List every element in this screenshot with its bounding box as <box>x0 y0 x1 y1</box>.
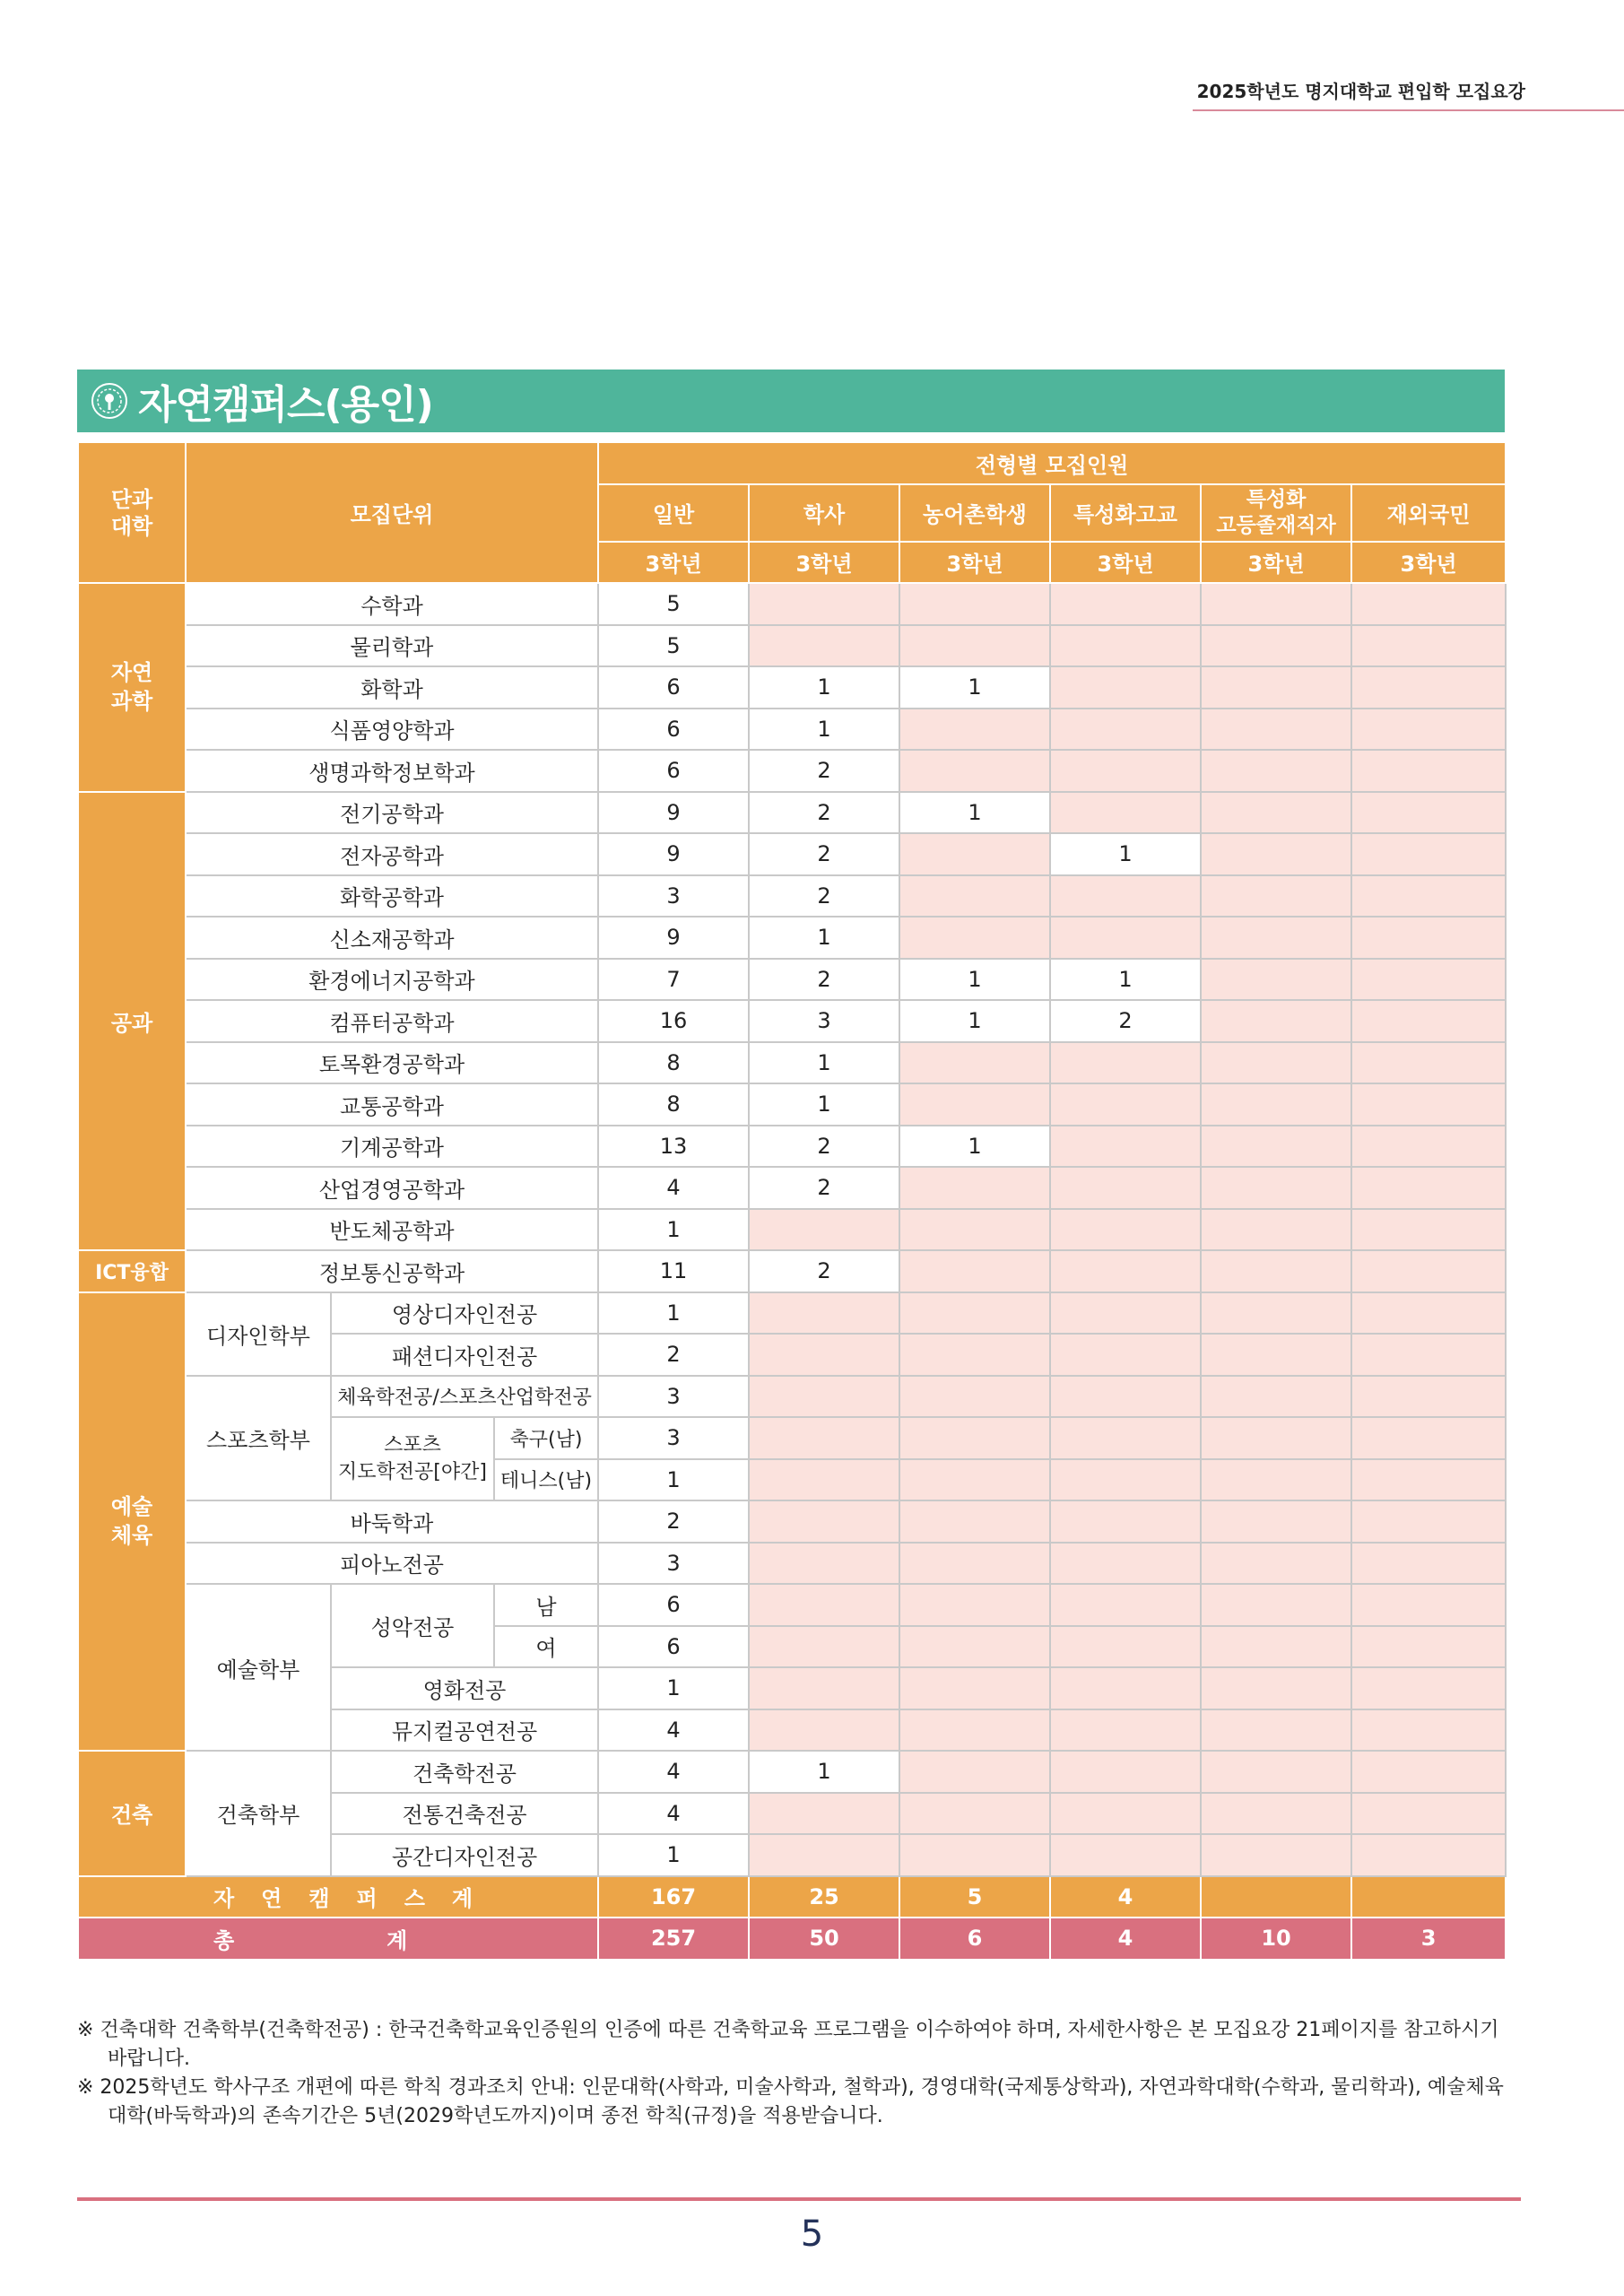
grade-header: 3학년 <box>598 542 749 584</box>
count-cell: 4 <box>598 1751 749 1793</box>
type-header: 특성화고교 <box>1050 484 1201 542</box>
empty-cell <box>1351 1793 1506 1835</box>
college-cell: 예술 체육 <box>78 1292 186 1752</box>
empty-cell <box>1351 917 1506 959</box>
table-row <box>78 959 1506 1001</box>
count-cell: 1 <box>598 1209 749 1251</box>
empty-cell <box>1351 959 1506 1001</box>
total-cell: 10 <box>1201 1918 1351 1960</box>
count-cell: 6 <box>598 750 749 792</box>
empty-cell <box>1201 1459 1351 1501</box>
empty-cell <box>1050 1751 1201 1793</box>
empty-cell <box>749 583 899 625</box>
empty-cell <box>1050 875 1201 918</box>
count-cell: 2 <box>749 792 899 834</box>
table-row <box>78 1209 1506 1251</box>
empty-cell <box>1351 1543 1506 1585</box>
empty-cell <box>749 1209 899 1251</box>
empty-cell <box>749 1584 899 1626</box>
empty-cell <box>1351 1209 1506 1251</box>
empty-cell <box>1050 583 1201 625</box>
grade-header: 3학년 <box>1201 542 1351 584</box>
count-cell: 2 <box>749 750 899 792</box>
table-row <box>78 709 1506 751</box>
empty-cell <box>1201 1042 1351 1084</box>
empty-cell <box>1351 1751 1506 1793</box>
table-row <box>78 1167 1506 1209</box>
table-row <box>78 1376 1506 1418</box>
division-cell: 스포츠학부 <box>186 1376 331 1501</box>
empty-cell <box>1050 1793 1201 1835</box>
count-cell: 6 <box>598 709 749 751</box>
type-header: 농어촌학생 <box>899 484 1050 542</box>
total-cell: 6 <box>899 1918 1050 1960</box>
count-cell: 1 <box>598 1667 749 1709</box>
unit-cell: 피아노전공 <box>186 1543 598 1585</box>
empty-cell <box>1201 959 1351 1001</box>
empty-cell <box>1351 1042 1506 1084</box>
count-cell: 6 <box>598 1626 749 1668</box>
count-cell: 6 <box>598 1584 749 1626</box>
count-cell: 4 <box>598 1167 749 1209</box>
empty-cell <box>1351 1126 1506 1168</box>
unit-cell: 화학공학과 <box>186 875 598 918</box>
empty-cell <box>1050 1250 1201 1292</box>
empty-cell <box>1050 1042 1201 1084</box>
count-cell: 2 <box>749 1250 899 1292</box>
footnote: ※ 2025학년도 학사구조 개편에 따른 학칙 경과조치 안내: 인문대학(사학과, 미술사학과, 철학과), 경영대학(국제통상학과), 자연과학대학(수학과, 물리학과), 예술체육대학(바둑학과)의 존속기간은 5년(2029학년도까지)이며 종전 학칙(규정)을 적용받습니다. <box>77 2076 1504 2127</box>
empty-cell <box>1050 1459 1201 1501</box>
empty-cell <box>899 833 1050 875</box>
grand-total-label: 총계 <box>78 1918 598 1960</box>
count-cell: 1 <box>749 1751 899 1793</box>
count-cell: 2 <box>598 1334 749 1376</box>
college-header: 단과 대학 <box>78 442 186 583</box>
empty-cell <box>1351 792 1506 834</box>
count-cell: 1 <box>1050 833 1201 875</box>
empty-cell <box>1050 1709 1201 1752</box>
empty-cell <box>1351 1376 1506 1418</box>
unit-cell: 남 <box>494 1584 598 1626</box>
empty-cell <box>1201 1126 1351 1168</box>
unit-cell: 기계공학과 <box>186 1126 598 1168</box>
division-cell: 건축학부 <box>186 1751 331 1876</box>
empty-cell <box>1050 1209 1201 1251</box>
table-row <box>78 1083 1506 1126</box>
major-cell: 성악전공 <box>331 1584 494 1667</box>
empty-cell <box>1201 1543 1351 1585</box>
table-row <box>78 625 1506 667</box>
empty-cell <box>1351 1834 1506 1876</box>
empty-cell <box>1050 1167 1201 1209</box>
unit-cell: 반도체공학과 <box>186 1209 598 1251</box>
unit-cell: 건축학전공 <box>331 1751 598 1793</box>
count-cell: 1 <box>899 792 1050 834</box>
empty-cell <box>1050 1376 1201 1418</box>
college-cell: 자연 과학 <box>78 583 186 792</box>
count-cell: 16 <box>598 1000 749 1042</box>
empty-cell <box>1201 1209 1351 1251</box>
empty-cell <box>1201 1667 1351 1709</box>
header-divider <box>1193 109 1624 111</box>
page-number: 5 <box>800 2213 824 2255</box>
division-cell: 디자인학부 <box>186 1292 331 1376</box>
recruitment-table <box>77 441 1507 1961</box>
count-cell: 3 <box>598 1376 749 1418</box>
empty-cell <box>899 1459 1050 1501</box>
empty-cell <box>1201 1376 1351 1418</box>
count-cell: 3 <box>598 1417 749 1459</box>
empty-cell <box>1201 1793 1351 1835</box>
type-header: 일반 <box>598 484 749 542</box>
count-cell: 1 <box>899 959 1050 1001</box>
section-banner <box>77 370 1505 432</box>
empty-cell <box>749 1376 899 1418</box>
count-cell: 6 <box>598 666 749 709</box>
empty-cell <box>749 1500 899 1543</box>
table-row <box>78 583 1506 625</box>
unit-cell: 바둑학과 <box>186 1500 598 1543</box>
count-cell: 3 <box>598 875 749 918</box>
empty-cell <box>1351 1083 1506 1126</box>
count-cell: 2 <box>1050 1000 1201 1042</box>
count-cell: 9 <box>598 833 749 875</box>
document-header-title: 2025학년도 명지대학교 편입학 모집요강 <box>1196 81 1525 102</box>
university-emblem-icon <box>90 381 129 421</box>
college-cell: ICT융합 <box>78 1250 186 1292</box>
empty-cell <box>1201 1500 1351 1543</box>
empty-cell <box>749 1417 899 1459</box>
unit-cell: 컴퓨터공학과 <box>186 1000 598 1042</box>
total-cell: 50 <box>749 1918 899 1960</box>
empty-cell <box>899 1626 1050 1668</box>
empty-cell <box>1201 792 1351 834</box>
empty-cell <box>1351 1334 1506 1376</box>
total-cell <box>1351 1876 1506 1918</box>
table-row <box>78 750 1506 792</box>
empty-cell <box>899 1793 1050 1835</box>
empty-cell <box>1050 1626 1201 1668</box>
total-cell: 167 <box>598 1876 749 1918</box>
empty-cell <box>899 1376 1050 1418</box>
unit-header: 모집단위 <box>186 442 598 583</box>
empty-cell <box>899 1751 1050 1793</box>
unit-cell: 패션디자인전공 <box>331 1334 598 1376</box>
empty-cell <box>1351 709 1506 751</box>
grand-total-row <box>78 1918 1506 1960</box>
unit-cell: 토목환경공학과 <box>186 1042 598 1084</box>
empty-cell <box>1201 1584 1351 1626</box>
count-cell: 1 <box>899 1126 1050 1168</box>
empty-cell <box>1050 709 1201 751</box>
empty-cell <box>1201 875 1351 918</box>
unit-cell: 환경에너지공학과 <box>186 959 598 1001</box>
unit-cell: 산업경영공학과 <box>186 1167 598 1209</box>
type-header: 학사 <box>749 484 899 542</box>
empty-cell <box>1201 1000 1351 1042</box>
empty-cell <box>1351 875 1506 918</box>
unit-cell: 여 <box>494 1626 598 1668</box>
count-cell: 4 <box>598 1793 749 1835</box>
empty-cell <box>1351 1500 1506 1543</box>
type-header: 특성화 고등졸재직자 <box>1201 484 1351 542</box>
grade-header: 3학년 <box>749 542 899 584</box>
empty-cell <box>1351 1167 1506 1209</box>
empty-cell <box>899 875 1050 918</box>
count-cell: 7 <box>598 959 749 1001</box>
table-row <box>78 666 1506 709</box>
empty-cell <box>749 1543 899 1585</box>
total-cell <box>1201 1876 1351 1918</box>
unit-cell: 교통공학과 <box>186 1083 598 1126</box>
unit-cell: 물리학과 <box>186 625 598 667</box>
campus-total-label: 자연캠퍼스계 <box>78 1876 598 1918</box>
count-cell: 11 <box>598 1250 749 1292</box>
count-cell: 8 <box>598 1042 749 1084</box>
total-cell: 5 <box>899 1876 1050 1918</box>
empty-cell <box>1201 709 1351 751</box>
empty-cell <box>899 917 1050 959</box>
empty-cell <box>1201 1167 1351 1209</box>
table-row <box>78 1292 1506 1335</box>
empty-cell <box>1201 833 1351 875</box>
count-cell: 8 <box>598 1083 749 1126</box>
empty-cell <box>899 1709 1050 1752</box>
empty-cell <box>1351 666 1506 709</box>
empty-cell <box>1201 625 1351 667</box>
empty-cell <box>899 1584 1050 1626</box>
table-row <box>78 833 1506 875</box>
table-row <box>78 1126 1506 1168</box>
empty-cell <box>749 1626 899 1668</box>
count-cell: 9 <box>598 792 749 834</box>
footnote: ※ 건축대학 건축학부(건축학전공) : 한국건축학교육인증원의 인증에 따른 건축학교육 프로그램을 이수하여야 하며, 자세한사항은 본 모집요강 21페이지를 참고하시기 바랍니다. <box>77 2019 1499 2070</box>
unit-cell: 전통건축전공 <box>331 1793 598 1835</box>
division-cell: 예술학부 <box>186 1584 331 1751</box>
empty-cell <box>1351 1667 1506 1709</box>
footnotes <box>77 2016 1512 2131</box>
empty-cell <box>749 1459 899 1501</box>
empty-cell <box>899 1292 1050 1335</box>
empty-cell <box>1050 625 1201 667</box>
empty-cell <box>1050 917 1201 959</box>
empty-cell <box>899 1250 1050 1292</box>
count-cell: 1 <box>749 1042 899 1084</box>
table-row <box>78 1500 1506 1543</box>
empty-cell <box>899 1834 1050 1876</box>
count-cell: 9 <box>598 917 749 959</box>
count-cell: 2 <box>749 1167 899 1209</box>
empty-cell <box>1351 1584 1506 1626</box>
empty-cell <box>1201 1334 1351 1376</box>
empty-cell <box>1351 1292 1506 1335</box>
unit-cell: 테니스(남) <box>494 1459 598 1501</box>
empty-cell <box>749 625 899 667</box>
count-cell: 2 <box>749 875 899 918</box>
count-cell: 13 <box>598 1126 749 1168</box>
table-row <box>78 917 1506 959</box>
empty-cell <box>1351 625 1506 667</box>
total-cell: 4 <box>1050 1876 1201 1918</box>
empty-cell <box>899 1042 1050 1084</box>
empty-cell <box>899 1167 1050 1209</box>
empty-cell <box>1201 1751 1351 1793</box>
empty-cell <box>1351 833 1506 875</box>
table-row <box>78 1584 1506 1626</box>
total-cell: 3 <box>1351 1918 1506 1960</box>
campus-total-row <box>78 1876 1506 1918</box>
empty-cell <box>749 1292 899 1335</box>
grade-header: 3학년 <box>1351 542 1506 584</box>
count-cell: 1 <box>899 1000 1050 1042</box>
empty-cell <box>749 1334 899 1376</box>
count-cell: 3 <box>749 1000 899 1042</box>
empty-cell <box>749 1709 899 1752</box>
empty-cell <box>1050 1126 1201 1168</box>
unit-cell: 뮤지컬공연전공 <box>331 1709 598 1752</box>
count-cell: 2 <box>749 1126 899 1168</box>
empty-cell <box>899 1334 1050 1376</box>
empty-cell <box>1351 1709 1506 1752</box>
empty-cell <box>899 583 1050 625</box>
empty-cell <box>1050 1500 1201 1543</box>
count-cell: 1 <box>749 917 899 959</box>
recruitment-type-group-header: 전형별 모집인원 <box>598 442 1506 484</box>
empty-cell <box>1050 1334 1201 1376</box>
empty-cell <box>899 1500 1050 1543</box>
empty-cell <box>1351 1250 1506 1292</box>
count-cell: 1 <box>749 709 899 751</box>
empty-cell <box>1050 1543 1201 1585</box>
unit-cell: 공간디자인전공 <box>331 1834 598 1876</box>
table-row <box>78 1751 1506 1793</box>
count-cell: 1 <box>1050 959 1201 1001</box>
unit-cell: 수학과 <box>186 583 598 625</box>
empty-cell <box>899 1209 1050 1251</box>
unit-cell: 영화전공 <box>331 1667 598 1709</box>
unit-cell: 축구(남) <box>494 1417 598 1459</box>
unit-cell: 체육학전공/스포츠산업학전공 <box>331 1376 598 1418</box>
count-cell: 1 <box>749 1083 899 1126</box>
empty-cell <box>1351 1000 1506 1042</box>
unit-cell: 전기공학과 <box>186 792 598 834</box>
unit-cell: 생명과학정보학과 <box>186 750 598 792</box>
college-cell: 건축 <box>78 1751 186 1876</box>
section-title: 자연캠퍼스(용인) <box>138 382 433 428</box>
empty-cell <box>1201 1083 1351 1126</box>
empty-cell <box>1201 1709 1351 1752</box>
empty-cell <box>899 1417 1050 1459</box>
footer-divider <box>77 2197 1521 2201</box>
table-row <box>78 792 1506 834</box>
unit-cell: 전자공학과 <box>186 833 598 875</box>
empty-cell <box>749 1793 899 1835</box>
empty-cell <box>1351 750 1506 792</box>
empty-cell <box>1201 1417 1351 1459</box>
empty-cell <box>899 750 1050 792</box>
empty-cell <box>1050 1667 1201 1709</box>
count-cell: 1 <box>598 1292 749 1335</box>
total-cell: 257 <box>598 1918 749 1960</box>
total-cell: 25 <box>749 1876 899 1918</box>
empty-cell <box>1201 1250 1351 1292</box>
unit-cell: 정보통신공학과 <box>186 1250 598 1292</box>
empty-cell <box>1201 1292 1351 1335</box>
count-cell: 1 <box>598 1459 749 1501</box>
count-cell: 5 <box>598 583 749 625</box>
empty-cell <box>749 1834 899 1876</box>
empty-cell <box>1351 1417 1506 1459</box>
unit-cell: 신소재공학과 <box>186 917 598 959</box>
count-cell: 1 <box>899 666 1050 709</box>
empty-cell <box>899 625 1050 667</box>
empty-cell <box>1201 1626 1351 1668</box>
empty-cell <box>1351 1626 1506 1668</box>
table-row <box>78 1000 1506 1042</box>
empty-cell <box>899 709 1050 751</box>
empty-cell <box>899 1083 1050 1126</box>
empty-cell <box>1351 1459 1506 1501</box>
empty-cell <box>1050 1584 1201 1626</box>
empty-cell <box>899 1667 1050 1709</box>
table-row <box>78 875 1506 918</box>
grade-header: 3학년 <box>899 542 1050 584</box>
unit-cell: 화학과 <box>186 666 598 709</box>
empty-cell <box>1050 1292 1201 1335</box>
total-cell: 4 <box>1050 1918 1201 1960</box>
count-cell: 2 <box>598 1500 749 1543</box>
unit-cell: 영상디자인전공 <box>331 1292 598 1335</box>
empty-cell <box>1050 1834 1201 1876</box>
count-cell: 5 <box>598 625 749 667</box>
empty-cell <box>1050 1083 1201 1126</box>
major-cell: 스포츠 지도학전공[야간] <box>331 1417 494 1500</box>
college-cell: 공과 <box>78 792 186 1251</box>
unit-cell: 식품영양학과 <box>186 709 598 751</box>
type-header: 재외국민 <box>1351 484 1506 542</box>
count-cell: 2 <box>749 833 899 875</box>
empty-cell <box>1050 792 1201 834</box>
empty-cell <box>749 1667 899 1709</box>
empty-cell <box>1201 750 1351 792</box>
grade-header: 3학년 <box>1050 542 1201 584</box>
count-cell: 2 <box>749 959 899 1001</box>
empty-cell <box>1201 583 1351 625</box>
count-cell: 1 <box>598 1834 749 1876</box>
empty-cell <box>899 1543 1050 1585</box>
empty-cell <box>1050 1417 1201 1459</box>
table-row <box>78 1250 1506 1292</box>
count-cell: 3 <box>598 1543 749 1585</box>
empty-cell <box>1201 917 1351 959</box>
empty-cell <box>1351 583 1506 625</box>
count-cell: 4 <box>598 1709 749 1752</box>
empty-cell <box>1050 666 1201 709</box>
empty-cell <box>1050 750 1201 792</box>
table-row <box>78 1543 1506 1585</box>
table-row <box>78 1042 1506 1084</box>
empty-cell <box>1201 666 1351 709</box>
count-cell: 1 <box>749 666 899 709</box>
empty-cell <box>1201 1834 1351 1876</box>
